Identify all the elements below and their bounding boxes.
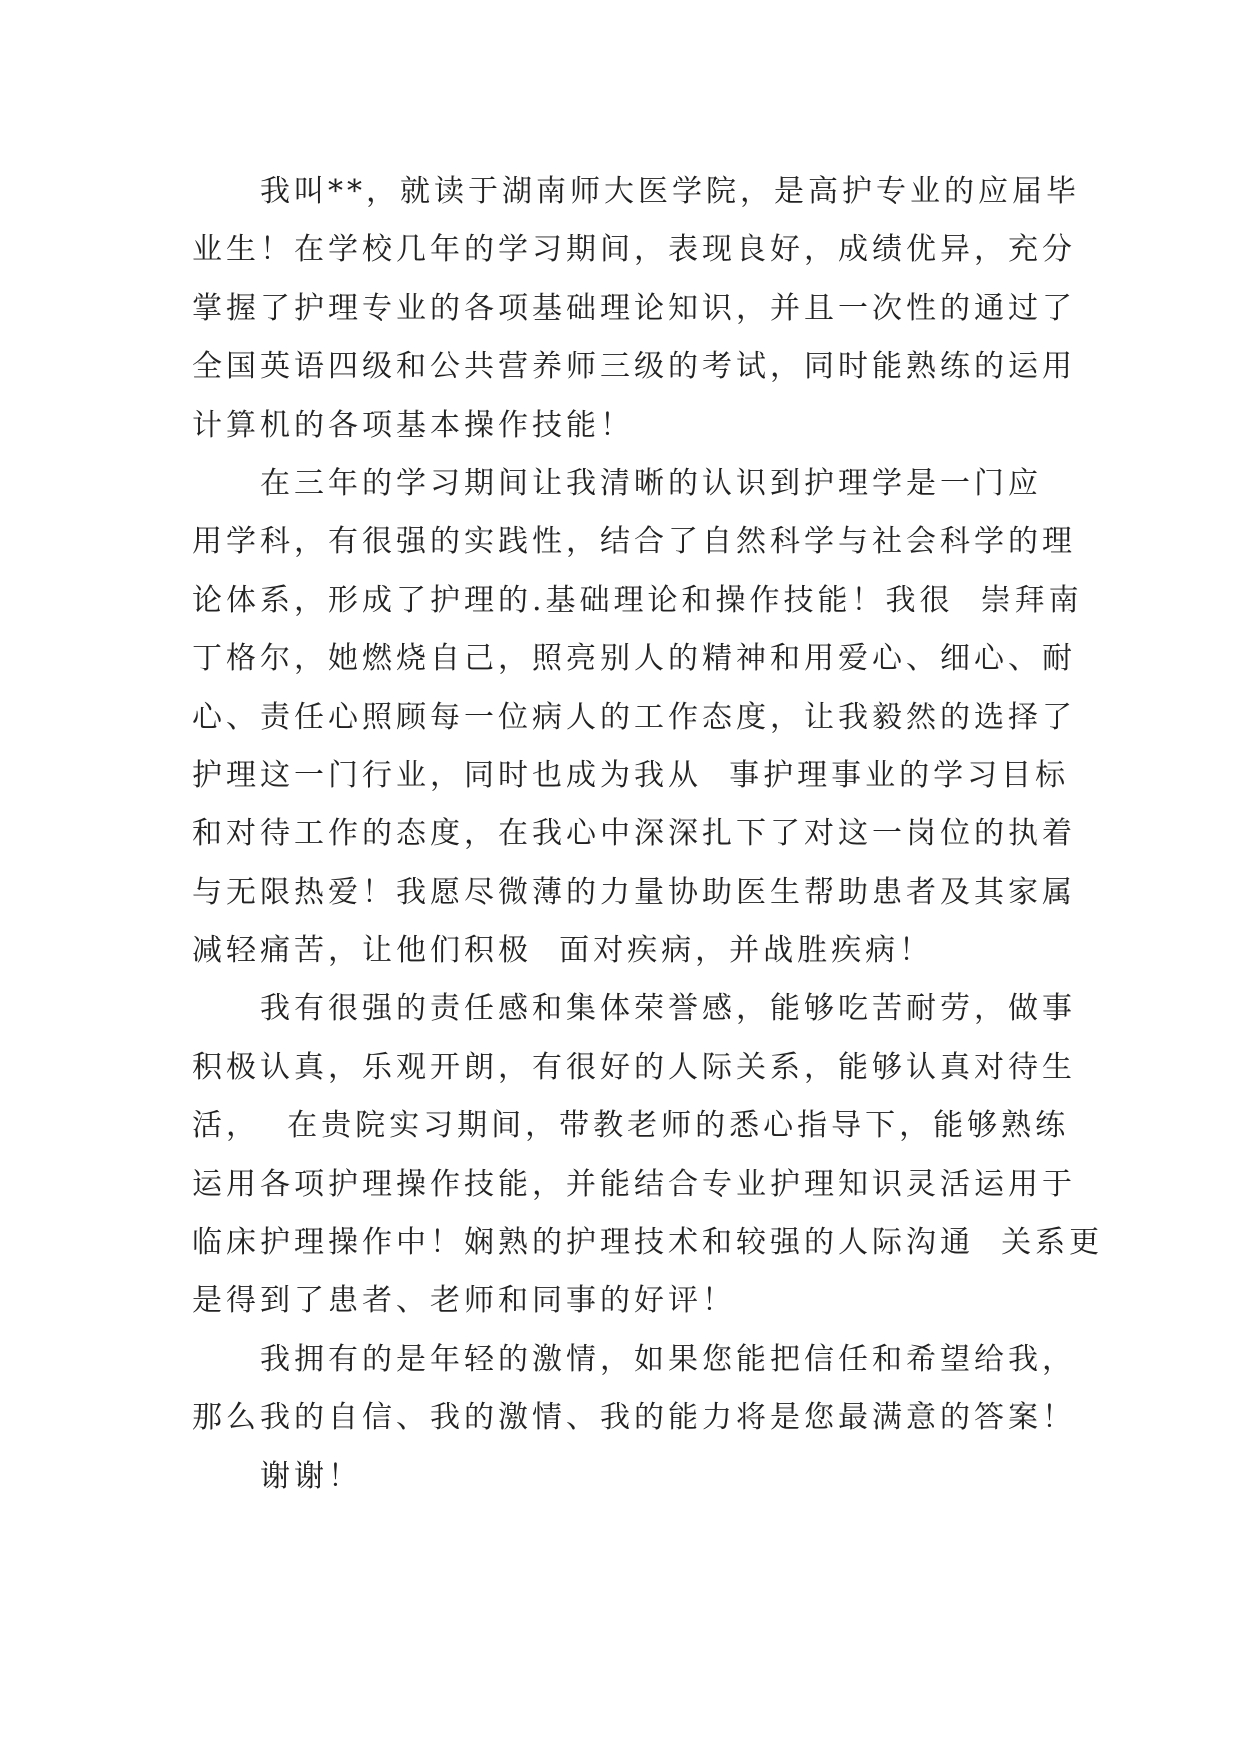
text-line: 积极认真，乐观开朗，有很好的人际关系，能够认真对待生	[192, 1049, 1076, 1085]
text-line: 是得到了患者、老师和同事的好评！	[192, 1283, 736, 1319]
text-line: 心、责任心照顾每一位病人的工作态度，让我毅然的选择了	[192, 699, 1076, 735]
text-line: 和对待工作的态度，在我心中深深扎下了对这一岗位的执着	[192, 816, 1076, 852]
text-line: 那么我的自信、我的激情、我的能力将是您最满意的答案！	[192, 1400, 1076, 1436]
text-line: 计算机的各项基本操作技能！	[192, 407, 634, 443]
text-line: 我叫**，就读于湖南师大医学院，是高护专业的应届毕	[260, 174, 1080, 209]
text-line: 全国英语四级和公共营养师三级的考试，同时能熟练的运用	[192, 349, 1076, 385]
text-line: 论体系，形成了护理的.基础理论和操作技能！我很 崇拜南	[192, 582, 1083, 618]
text-line: 掌握了护理专业的各项基础理论知识，并且一次性的通过了	[192, 290, 1076, 326]
text-line: 减轻痛苦，让他们积极 面对疾病，并战胜疾病！	[192, 933, 934, 969]
text-line: 用学科，有很强的实践性，结合了自然科学与社会科学的理	[192, 524, 1076, 560]
text-line: 业生！在学校几年的学习期间，表现良好，成绩优异，充分	[192, 232, 1076, 268]
text-line: 护理这一门行业，同时也成为我从 事护理事业的学习目标	[192, 757, 1070, 793]
text-line: 我拥有的是年轻的激情，如果您能把信任和希望给我，	[260, 1341, 1076, 1377]
text-line: 临床护理操作中！娴熟的护理技术和较强的人际沟通 关系更	[192, 1225, 1104, 1261]
text-line: 活， 在贵院实习期间，带教老师的悉心指导下，能够熟练	[192, 1108, 1070, 1144]
text-line: 我有很强的责任感和集体荣誉感，能够吃苦耐劳，做事	[260, 991, 1076, 1027]
text-line: 与无限热爱！我愿尽微薄的力量协助医生帮助患者及其家属	[192, 874, 1076, 910]
document-body	[192, 163, 1104, 1506]
text-line: 谢谢！	[260, 1458, 362, 1494]
text-line: 运用各项护理操作技能，并能结合专业护理知识灵活运用于	[192, 1166, 1076, 1202]
text-line: 丁格尔，她燃烧自己，照亮别人的精神和用爱心、细心、耐	[192, 641, 1076, 677]
text-line: 在三年的学习期间让我清晰的认识到护理学是一门应	[260, 465, 1042, 501]
